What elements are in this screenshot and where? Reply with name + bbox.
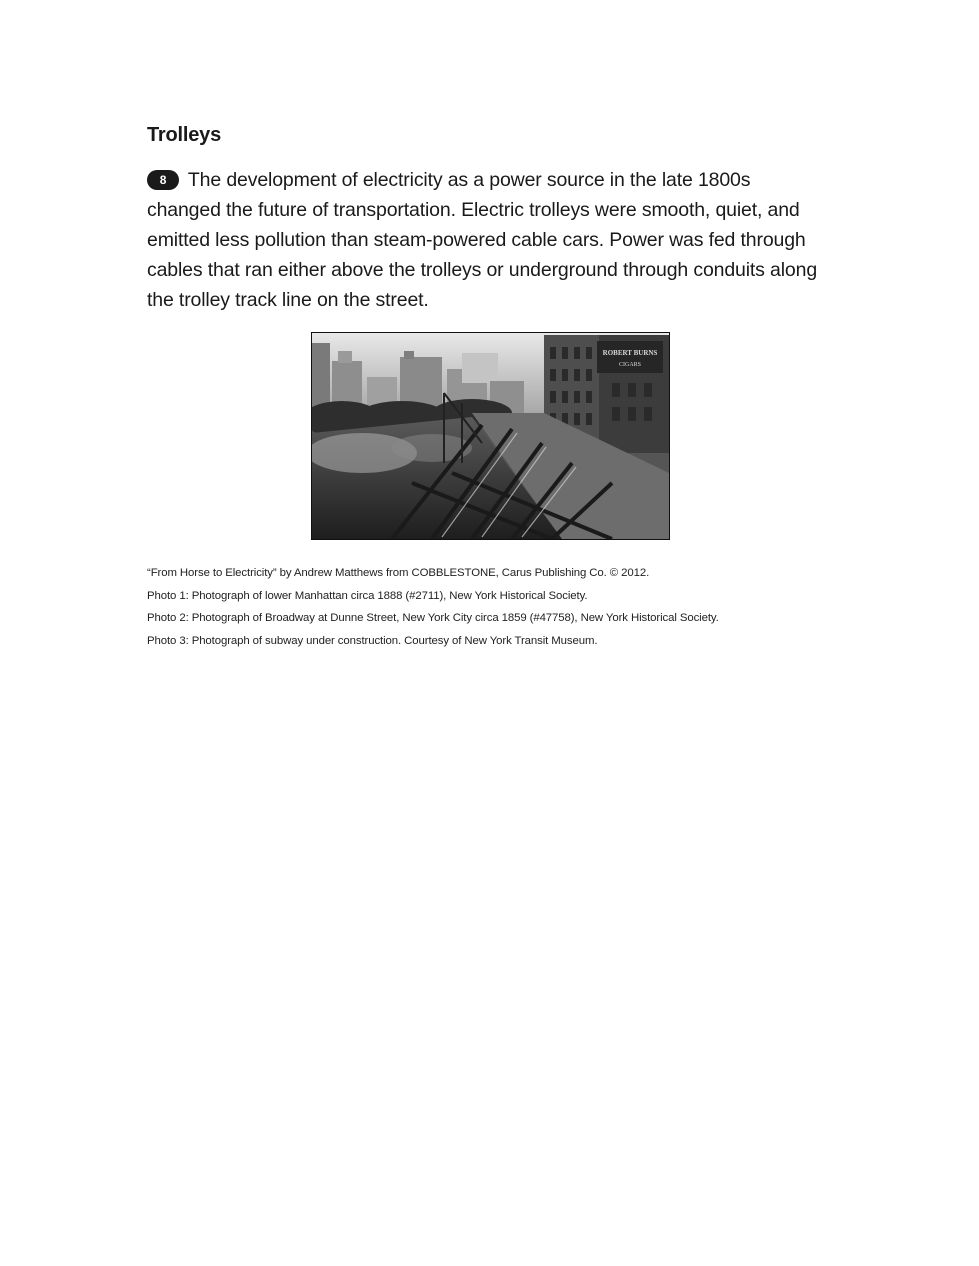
credit-photo-3: Photo 3: Photograph of subway under construction. Courtesy of New York Transit Museum. bbox=[147, 634, 598, 647]
svg-text:ROBERT BURNS: ROBERT BURNS bbox=[602, 349, 658, 357]
credit-photo-2: Photo 2: Photograph of Broadway at Dunne Street, New York City circa 1859 (#47758), New York Historical Society. bbox=[147, 612, 719, 624]
section-heading: Trolleys bbox=[147, 124, 221, 146]
credit-photo-1: Photo 1: Photograph of lower Manhattan circa 1888 (#2711), New York Historical Society. bbox=[147, 589, 588, 602]
credit-source: “From Horse to Electricity” by Andrew Matthews from COBBLESTONE, Carus Publishing Co. © 2012. bbox=[147, 567, 650, 579]
svg-text:CIGARS: CIGARS bbox=[618, 362, 642, 368]
subway-construction-photo bbox=[312, 333, 669, 539]
paragraph-text: The development of electricity as a power source in the late 1800s changed the future of transportation. Electric trolleys were smooth, quiet, and emitted less pollution than steam-powered cable cars. Power was fed through cables that ran either above the trolleys or underground through conduits along the trolley track line on the street. bbox=[147, 169, 818, 311]
paragraph-8 bbox=[147, 165, 817, 315]
paragraph-number-badge: 8 bbox=[147, 170, 179, 190]
historical-photo bbox=[311, 332, 670, 540]
credits-block bbox=[147, 562, 827, 652]
